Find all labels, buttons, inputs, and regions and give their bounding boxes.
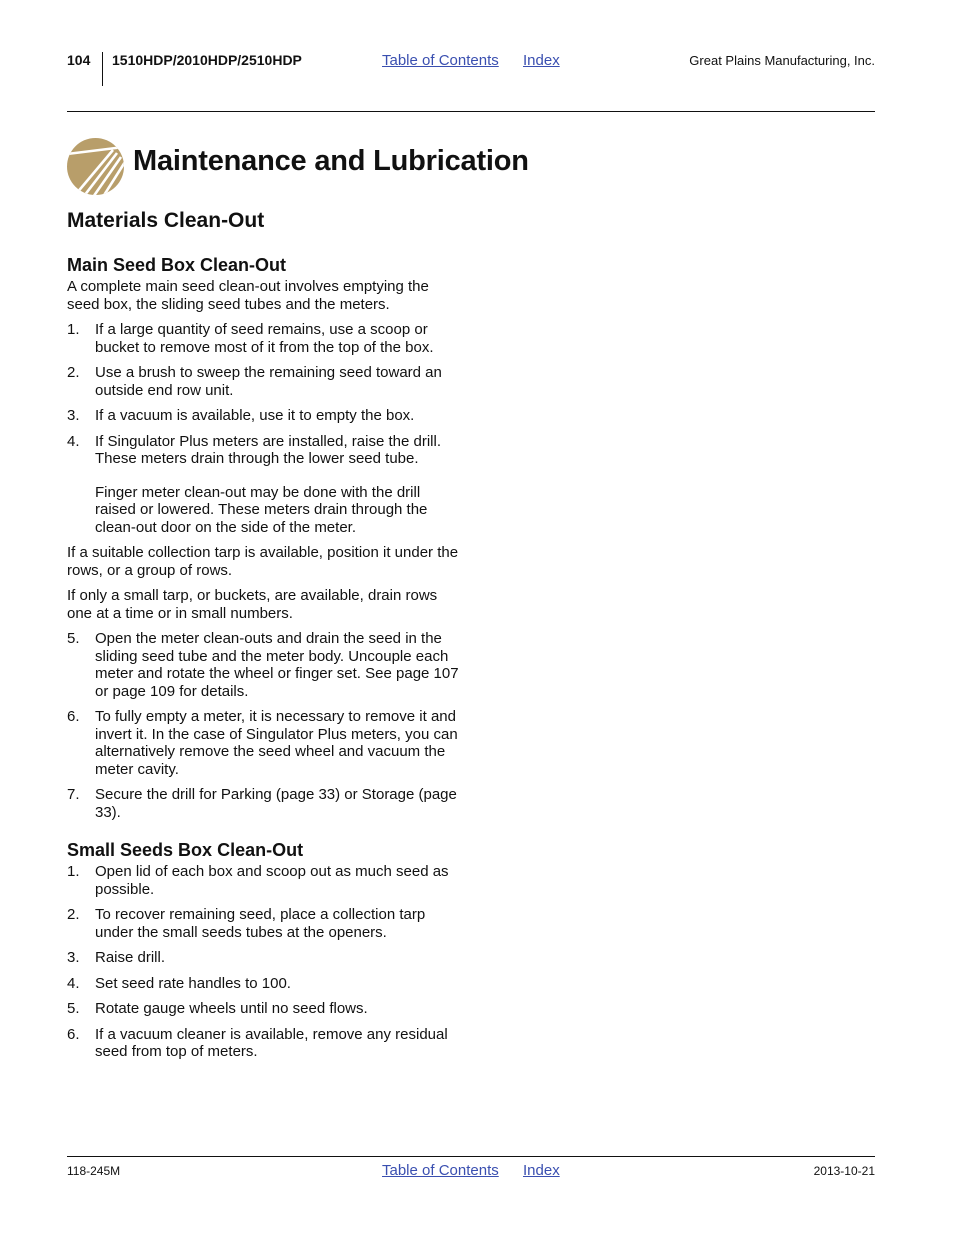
step-number: 6. [67,1025,80,1043]
list-item [67,949,459,967]
step-number: 5. [67,1000,80,1017]
footer-index-link[interactable]: Index [523,1162,560,1179]
document-number: 118-245M [67,1164,121,1178]
step-text: If Singulator Plus meters are installed, raise the drill. These meters drain through the lower seed tube. [95,432,441,467]
list-item [67,863,459,898]
main-content [67,208,459,1069]
main-seed-steps-b [67,630,459,821]
model-name: 1510HDP/2010HDP/2510HDP [112,52,302,68]
list-item [67,786,459,821]
list-item [67,708,459,778]
list-item [67,1000,459,1018]
header-index-link[interactable]: Index [523,52,560,69]
step-number: 4. [67,432,80,450]
step-text: If a large quantity of seed remains, use a scoop or bucket to remove most of it from the top of the box. [95,321,434,356]
step-text: Raise drill. [95,949,166,966]
footer-toc-link[interactable]: Table of Contents [382,1162,499,1179]
list-item [67,975,459,993]
list-item [67,1026,459,1061]
step-text: Set seed rate handles to 100. [95,974,291,992]
footer-rule [67,1156,875,1157]
step-text: Rotate gauge wheels until no seed flows. [95,1000,368,1017]
company-name: Great Plains Manufacturing, Inc. [689,53,875,68]
small-seeds-steps [67,863,459,1061]
main-seed-steps-a [67,321,459,536]
step-number: 7. [67,786,80,803]
step-number: 2. [67,364,80,381]
step-text: Open lid of each box and scoop out as much seed as possible. [95,863,449,898]
step-number: 2. [67,906,80,923]
list-item [67,906,459,941]
section-title: Materials Clean-Out [67,209,265,232]
list-item [67,407,459,425]
step-number: 6. [67,708,80,725]
step-text: To fully empty a meter, it is necessary to remove it and invert it. In the case of Singulator Plus meters, you can alternatively remove the seed wheel and vacuum the meter cavity. [95,708,458,778]
step-text: To recover remaining seed, place a collection tarp under the small seeds tubes at the openers. [95,906,426,941]
step-number: 3. [67,949,80,966]
header-rule [67,111,875,112]
main-seed-title: Main Seed Box Clean-Out [67,255,287,275]
main-seed-para-1: If a suitable collection tarp is available, position it under the rows, or a group of rows. [67,544,459,579]
page-header [0,0,954,112]
chapter-logo-icon [67,138,124,195]
step-number: 3. [67,407,80,424]
main-seed-para-2: If only a small tarp, or buckets, are available, drain rows one at a time or in small numbers. [67,587,438,622]
step-text: Open the meter clean-outs and drain the seed in the sliding seed tube and the meter body. Uncouple each meter and rotate the wheel or finger set. See page 107 or page 109 for details. [95,630,459,700]
step-number: 1. [67,321,80,338]
step-text: If a vacuum is available, use it to empty the box. [95,407,415,424]
step-text: If a vacuum cleaner is available, remove any residual seed from top of meters. [95,1025,448,1060]
list-item [67,321,459,356]
small-seeds-title: Small Seeds Box Clean-Out [67,840,304,860]
step-text: Secure the drill for Parking (page 33) or Storage (page 33). [95,786,457,821]
step-number: 4. [67,974,80,992]
step-number: 5. [67,630,80,647]
step-number: 1. [67,863,80,880]
page-number: 104 [67,52,91,68]
list-item [67,364,459,399]
list-item [67,433,459,537]
step-note: Finger meter clean-out may be done with the drill raised or lowered. These meters drain through the clean-out door on the side of the meter. [95,483,428,536]
main-seed-intro: A complete main seed clean-out involves emptying the seed box, the sliding seed tubes and the meters. [67,278,429,313]
header-toc-link[interactable]: Table of Contents [382,52,499,69]
publish-date: 2013-10-21 [813,1164,875,1178]
chapter-title: Maintenance and Lubrication [133,145,529,177]
header-divider [102,52,103,86]
step-text: Use a brush to sweep the remaining seed toward an outside end row unit. [95,364,442,399]
list-item [67,630,459,700]
